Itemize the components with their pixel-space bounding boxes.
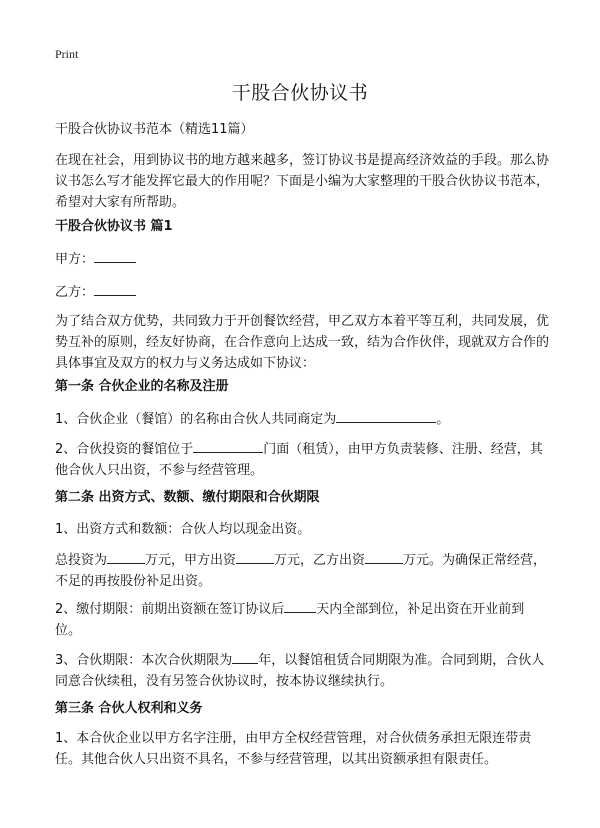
article-2-clause-3: [55, 649, 550, 692]
party-a-amount-blank: [236, 549, 274, 564]
party-a-label: 甲方：: [55, 252, 95, 267]
clause-text: 2、合伙投资的餐馆位于: [55, 442, 194, 457]
days-blank: [284, 598, 316, 613]
article-1-clause-1: [55, 408, 550, 430]
location-blank: [193, 438, 263, 453]
section-heading: 干股合伙协议书 篇1: [55, 219, 173, 234]
print-link[interactable]: Print: [55, 47, 79, 61]
article-2-clause-2: [55, 598, 550, 641]
preamble-paragraph: 为了结合双方优势，共同致力于开创餐饮经营，甲乙双方本着平等互利，共同发展，优势互补的原则，经友好协商，在合作意向上达成一致，结为合作伙伴，现就双方合作的具体事宜及双方的权力与义务达成如下协议：: [55, 314, 550, 371]
article-2-heading: 第二条 出资方式、数额、缴付期限和合伙期限: [55, 490, 320, 505]
party-b-blank: [94, 281, 136, 296]
clause-text: 年，以餐馆租赁合同期限为准。合同到期，合伙人同意合伙续租，没有另签合伙协议时，按本协议继续执行。: [55, 653, 545, 689]
article-3-heading: 第三条 合伙人权利和义务: [55, 701, 203, 716]
intro-paragraph: 在现在社会，用到协议书的地方越来越多，签订协议书是提高经济效益的手段。那么协议书怎么写才能发挥它最大的作用呢？下面是小编为大家整理的干股合伙协议书范本，希望对大家有所帮助。: [55, 153, 550, 210]
total-blank: [107, 549, 145, 564]
clause-text: 3、合伙期限：本次合伙期限为: [55, 653, 233, 668]
clause-text: 1、合伙企业（餐馆）的名称由合伙人共同商定为: [55, 412, 337, 427]
clause-text: 万元。为确保正常经营，不足的再按股份补足出资。: [55, 553, 547, 589]
article-1-clause-2: [55, 438, 550, 481]
article-3-clause-1: 1、本合伙企业以甲方名字注册，由甲方全权经营管理，对合伙债务承担无限连带责任。其他合伙人只出资不具名，不参与经营管理，以其出资额承担有限责任。: [55, 731, 532, 767]
clause-text: 万元，乙方出资: [274, 553, 366, 568]
party-b-line: [55, 281, 550, 303]
clause-text: 总投资为: [55, 553, 108, 568]
page-title: 干股合伙协议书: [231, 82, 369, 104]
party-a-blank: [94, 248, 136, 263]
article-1-heading: 第一条 合伙企业的名称及注册: [55, 379, 229, 394]
article-2-clause-1: 1、出资方式和数额：合伙人均以现金出资。: [55, 522, 311, 537]
years-blank: [232, 649, 258, 664]
party-b-label: 乙方：: [55, 285, 95, 300]
clause-text: 2、缴付期限：前期出资额在签订协议后: [55, 602, 285, 617]
party-a-line: [55, 248, 550, 270]
name-blank: [336, 408, 436, 423]
party-b-amount-blank: [365, 549, 403, 564]
clause-text: 天内全部到位，补足出资在开业前到位。: [55, 602, 525, 638]
clause-text: 。: [436, 412, 450, 427]
clause-text: 万元，甲方出资: [145, 553, 237, 568]
clause-text: 门面（租赁），由甲方负责装修、注册、经营，其他合伙人只出资，不参与经营管理。: [55, 442, 543, 478]
subtitle: 干股合伙协议书范本（精选11篇）: [55, 122, 254, 137]
article-2-investment: [55, 549, 550, 592]
